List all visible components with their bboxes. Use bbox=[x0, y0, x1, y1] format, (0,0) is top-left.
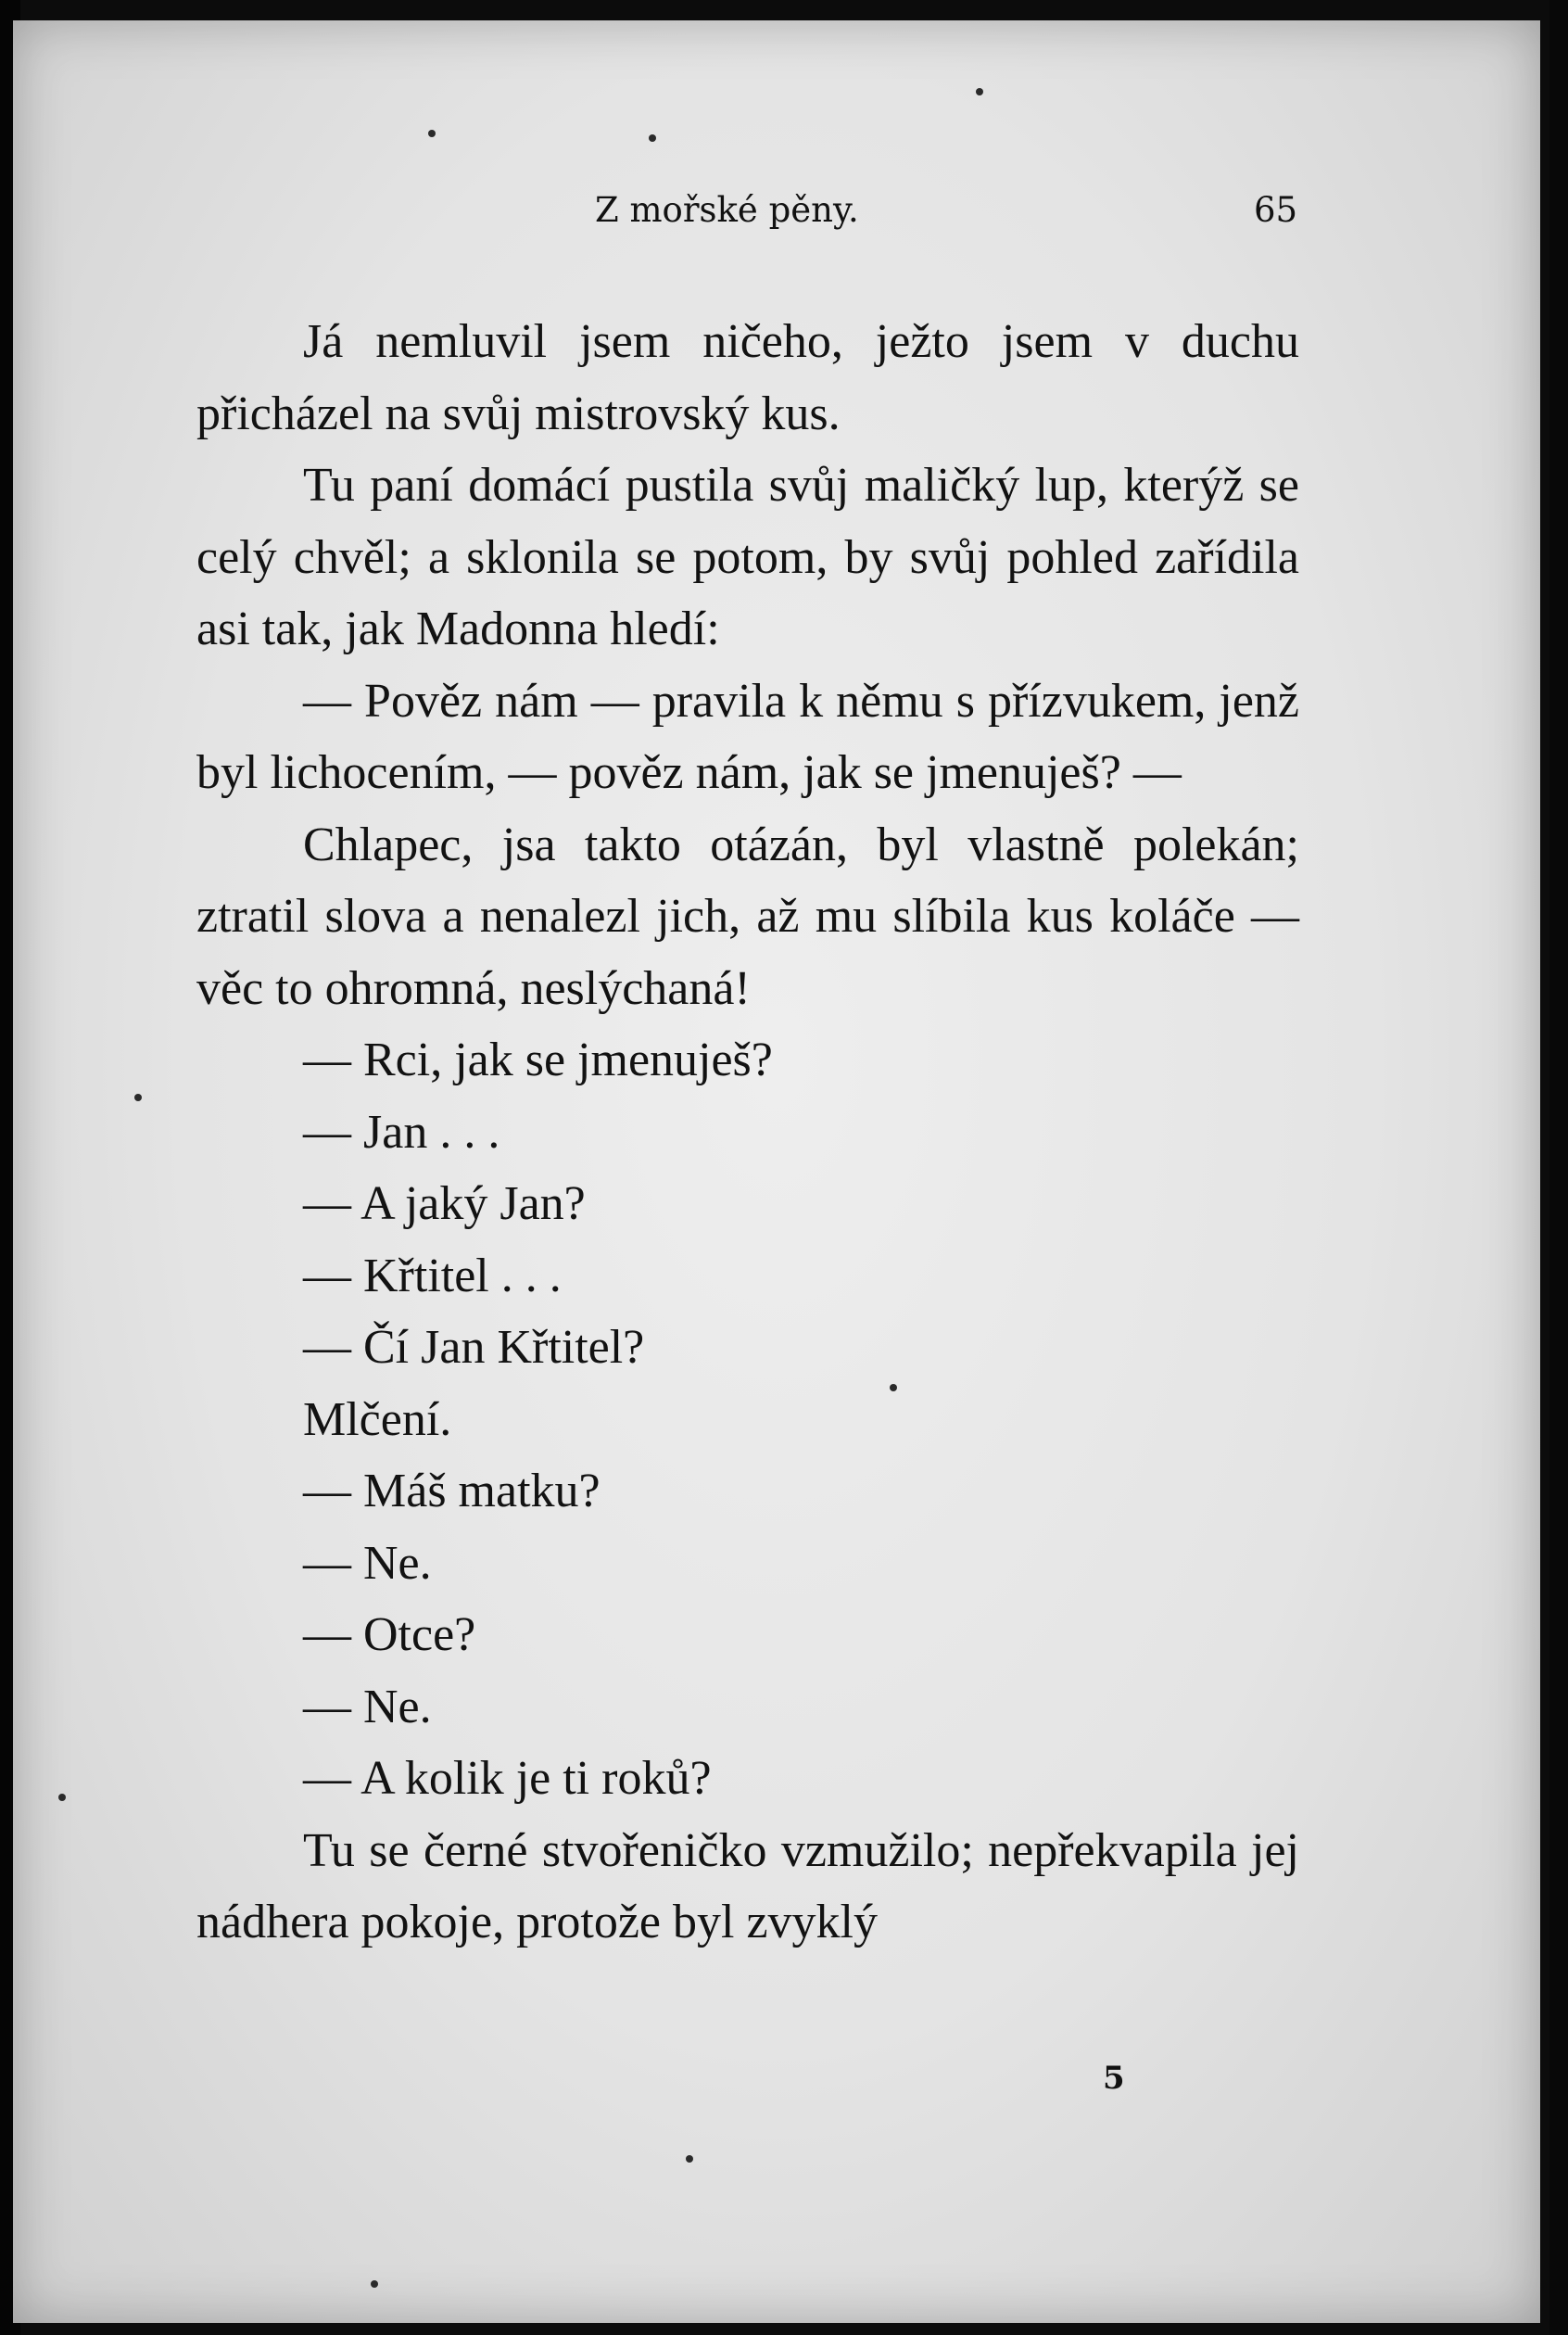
speck-3 bbox=[976, 88, 983, 95]
dialog-line-7: — Máš matku? bbox=[303, 1465, 601, 1517]
dialog-line-3: — A jaký Jan? bbox=[303, 1177, 586, 1230]
scan-right-edge bbox=[1549, 0, 1568, 2335]
final-paragraph: Tu se černé stvořeničko vzmužilo; nepřekvapila jej nádhera pokoje, protože byl zvyklý bbox=[196, 1823, 1299, 1948]
page-header bbox=[0, 190, 1568, 246]
dialog-line-1: — Rci, jak se jmenuješ? bbox=[303, 1034, 773, 1086]
dialog-line-5: — Čí Jan Křtitel? bbox=[303, 1321, 645, 1374]
paragraph-3: — Pověz nám — pravila k němu s přízvukem, jenž byl lichocením, — pověz nám, jak se jmenuješ? — bbox=[196, 674, 1299, 799]
paragraph-4: Chlapec, jsa takto otázán, byl vlastně polekán; ztratil slova a nenalezl jich, až mu slíbila kus koláče — věc to ohromná, neslýchaná! bbox=[196, 818, 1299, 1015]
speck-8 bbox=[890, 1384, 897, 1391]
speck-2 bbox=[649, 134, 656, 142]
speck-4 bbox=[134, 1094, 142, 1101]
paragraph-2: Tu paní domácí pustila svůj maličký lup, kterýž se celý chvěl; a sklonila se potom, by svůj pohled zařídila asi tak, jak Madonna hledí: bbox=[196, 459, 1299, 655]
dialog-line-4: — Křtitel . . . bbox=[303, 1249, 562, 1302]
dialog-line-10: — Ne. bbox=[303, 1680, 432, 1733]
body-text bbox=[196, 306, 1299, 1959]
paragraph-1: Já nemluvil jsem ničeho, ježto jsem v duchu přicházel na svůj mistrovský kus. bbox=[196, 315, 1299, 440]
page-number: 65 bbox=[1254, 190, 1298, 230]
speck-7 bbox=[371, 2280, 378, 2288]
speck-1 bbox=[428, 130, 436, 137]
dialog-line-11: — A kolik je ti roků? bbox=[303, 1752, 712, 1805]
signature-mark: 5 bbox=[1103, 2060, 1125, 2097]
dialog-line-9: — Otce? bbox=[303, 1608, 476, 1661]
running-title: Z mořské pěny. bbox=[595, 190, 859, 230]
dialog-line-2: — Jan . . . bbox=[303, 1105, 500, 1159]
speck-5 bbox=[58, 1794, 66, 1801]
speck-6 bbox=[686, 2155, 693, 2163]
dialog-line-6: Mlčení. bbox=[303, 1392, 452, 1446]
dialog-line-8: — Ne. bbox=[303, 1536, 432, 1590]
